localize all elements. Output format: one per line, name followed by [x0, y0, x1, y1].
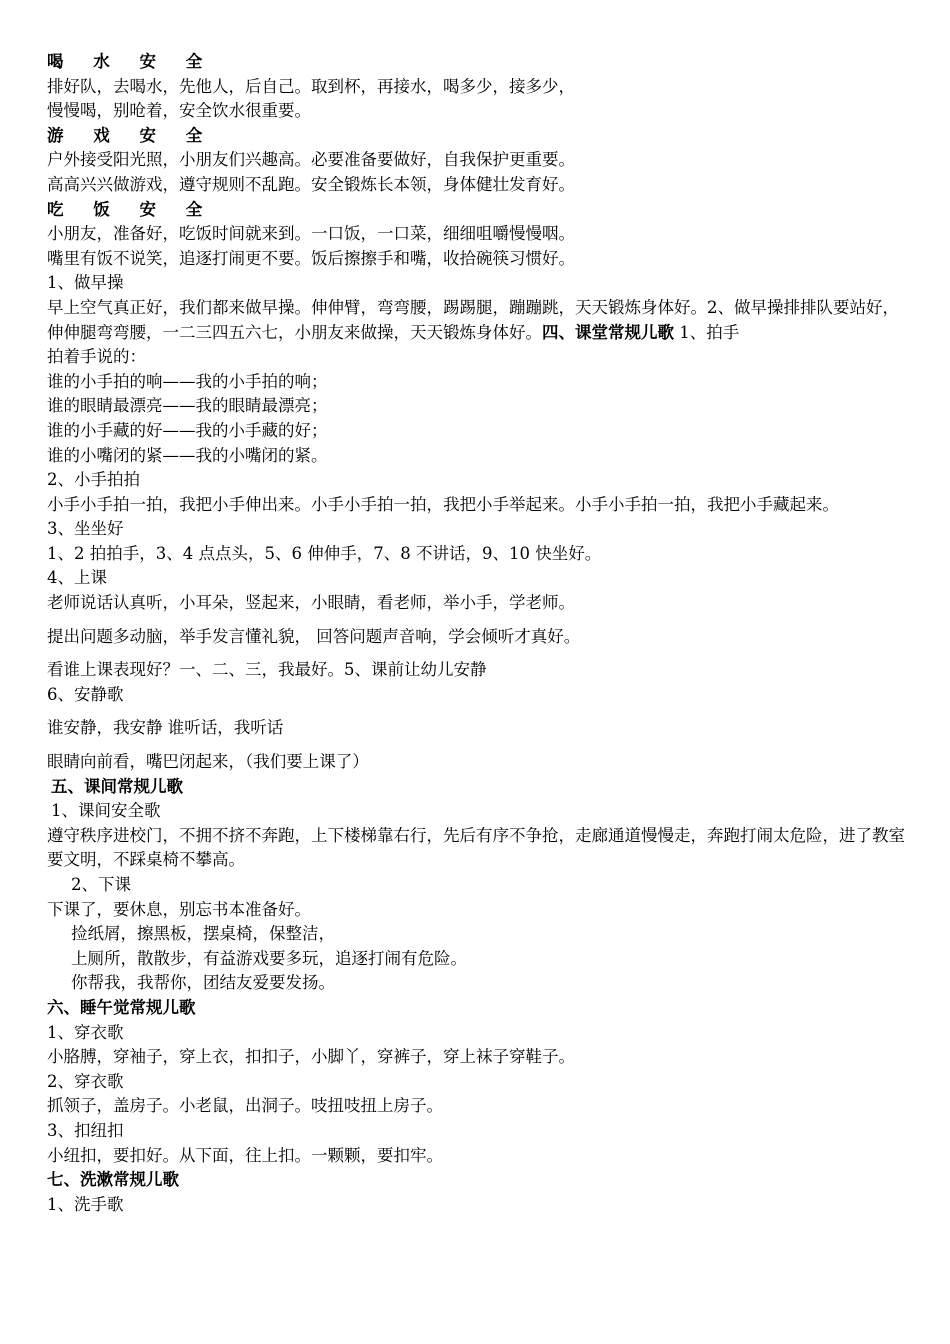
paragraph-line: 谁安静，我安静 谁听话，我听话 — [47, 718, 284, 738]
subsection-title: 4、上课 — [47, 568, 107, 588]
paragraph-line: 抓领子，盖房子。小老鼠，出洞子。吱扭吱扭上房子。 — [47, 1096, 443, 1116]
subsection-title: 2、小手拍拍 — [47, 470, 140, 490]
section-heading-break: 五、课间常规儿歌 — [51, 776, 183, 796]
subsection-title: 1、穿衣歌 — [47, 1022, 124, 1042]
subsection-title: 3、扣纽扣 — [47, 1120, 124, 1140]
paragraph-text: 早上空气真正好，我们都来做早操。伸伸臂，弯弯腰，踢踢腿，蹦蹦跳，天天锻炼身体好。2、做早操排排队要站好，伸伸腿弯弯腰，一二三四五六七，小朋友来做操，天天锻炼身体好。 — [47, 297, 899, 342]
paragraph-line: 提出问题多动脑，举手发言懂礼貌， 回答问题声音响，学会倾听才真好。 — [47, 626, 581, 646]
paragraph-line: 小胳膊，穿袖子，穿上衣，扣扣子，小脚丫，穿裤子，穿上袜子穿鞋子。 — [47, 1047, 575, 1067]
paragraph-line: 拍着手说的： — [47, 347, 146, 367]
paragraph-line: 慢慢喝，别呛着，安全饮水很重要。 — [47, 101, 311, 121]
subsection-title: 2、下课 — [71, 875, 131, 894]
subsection-title: 2、穿衣歌 — [47, 1071, 124, 1091]
paragraph-line: 老师说话认真听，小耳朵，竖起来，小眼睛，看老师，举小手，学老师。 — [47, 593, 575, 613]
section-heading-classroom: 四、课堂常规儿歌 — [542, 322, 674, 342]
section-heading-nap: 六、睡午觉常规儿歌 — [47, 997, 196, 1017]
section-title-meal-safety: 吃 饭 安 全 — [47, 199, 215, 219]
subsection-title: 3、坐坐好 — [47, 519, 124, 539]
subsection-title: 1、洗手歌 — [47, 1194, 124, 1214]
section-title-drinking-safety: 喝 水 安 全 — [47, 52, 215, 71]
paragraph-line: 你帮我，我帮你，团结友爱要发扬。 — [71, 973, 335, 993]
paragraph-line: 谁的小嘴闭的紧——我的小嘴闭的紧。 — [47, 445, 328, 465]
paragraph-line: 1、2 拍拍手，3、4 点点头，5、6 伸伸手，7、8 不讲话，9、10 快坐好。 — [47, 543, 602, 563]
paragraph-line: 下课了，要休息，别忘书本准备好。 — [47, 899, 311, 919]
paragraph-line: 眼睛向前看，嘴巴闭起来，（我们要上课了） — [47, 752, 369, 772]
paragraph-line: 谁的小手藏的好——我的小手藏的好； — [47, 420, 328, 440]
paragraph-line: 小纽扣，要扣好。从下面，往上扣。一颗颗，要扣牢。 — [47, 1145, 443, 1165]
paragraph-line: 户外接受阳光照，小朋友们兴趣高。必要准备要做好，自我保护更重要。 — [47, 150, 575, 170]
paragraph-line: 嘴里有饭不说笑，追逐打闹更不要。饭后擦擦手和嘴，收拾碗筷习惯好。 — [47, 248, 575, 268]
subsection-title: 1、做早操 — [47, 273, 124, 293]
subsection-title: 6、安静歌 — [47, 684, 124, 704]
paragraph-line: 上厕所，散散步，有益游戏要多玩，追逐打闹有危险。 — [71, 948, 467, 968]
subsection-title: 1、拍手 — [679, 322, 740, 342]
paragraph-line: 捡纸屑，擦黑板，摆桌椅，保整洁， — [71, 924, 335, 944]
paragraph-line: 谁的小手拍的响——我的小手拍的响； — [47, 371, 328, 391]
section-title-game-safety: 游 戏 安 全 — [47, 125, 215, 145]
paragraph: 小手小手拍一拍，我把小手伸出来。小手小手拍一拍，我把小手举起来。小手小手拍一拍，我把小手藏起来。 — [47, 494, 839, 514]
subsection-title: 1、课间安全歌 — [51, 801, 161, 821]
paragraph: 遵守秩序进校门，不拥不挤不奔跑，上下楼梯靠右行，先后有序不争抢，走廊通道慢慢走，奔跑打闹太危险，进了教室要文明，不踩桌椅不攀高。 — [47, 825, 905, 870]
paragraph-line: 排好队，去喝水，先他人，后自己。取到杯，再接水，喝多少，接多少， — [47, 76, 575, 96]
paragraph-line: 高高兴兴做游戏，遵守规则不乱跑。安全锻炼长本领，身体健壮发育好。 — [47, 174, 575, 194]
section-heading-wash: 七、洗漱常规儿歌 — [47, 1170, 179, 1190]
paragraph — [47, 296, 906, 345]
paragraph-line: 看谁上课表现好？一、二、三，我最好。5、课前让幼儿安静 — [47, 660, 487, 680]
paragraph-line: 谁的眼睛最漂亮——我的眼睛最漂亮； — [47, 396, 328, 416]
paragraph-line: 小朋友，准备好，吃饭时间就来到。一口饭，一口菜，细细咀嚼慢慢咽。 — [47, 224, 575, 244]
